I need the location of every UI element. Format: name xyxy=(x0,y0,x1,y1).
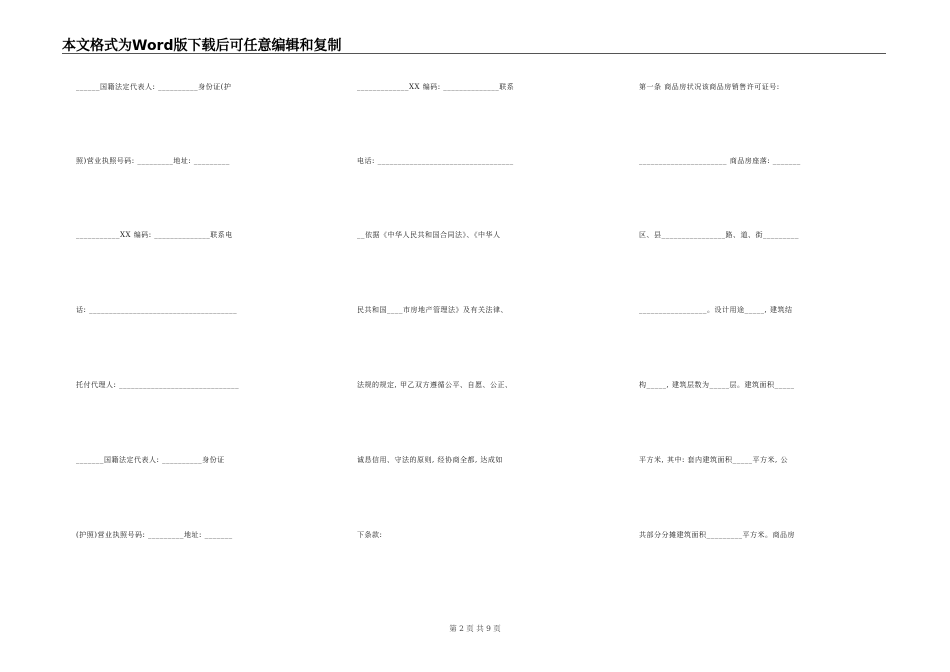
text-line: 构_____, 建筑层数为_____层。建筑面积_____ xyxy=(639,381,795,389)
document-header-title: 本文格式为Word版下载后可任意编辑和复制 xyxy=(62,38,342,54)
text-line: 话: _____________________________________ xyxy=(76,306,238,314)
text-line: 下条款: xyxy=(357,531,383,539)
text-line: (护照)营业执照号码: _________地址: _______ xyxy=(76,531,233,539)
text-line: 第一条 商品房状况该商品房销售许可证号: xyxy=(639,83,780,91)
text-line: 区、县________________路、道、街_________ xyxy=(639,231,799,239)
text-line: 民共和国____市房地产管理法》及有关法律、 xyxy=(357,306,508,314)
text-line: 共部分分摊建筑面积_________平方米。商品房 xyxy=(639,531,795,539)
text-line: 诚恳信用、守法的原则, 经协商全都, 达成如 xyxy=(357,456,503,464)
text-line: ______________________ 商品房座落: _______ xyxy=(639,157,801,165)
text-line: _________________。设计用途_____, 建筑结 xyxy=(639,306,793,314)
text-line: 照)营业执照号码: _________地址: _________ xyxy=(76,157,230,165)
text-line: ___________XX 编码: ______________联系电 xyxy=(76,231,233,239)
text-line: 电话: __________________________________ xyxy=(357,157,514,165)
text-line: _____________XX 编码: ______________联系 xyxy=(357,83,515,91)
text-line: 法规的规定, 甲乙双方遵循公平、自愿、公正、 xyxy=(357,381,513,389)
text-line: 托付代理人: ______________________________ xyxy=(76,381,240,389)
text-line: __依据《中华人民共和国合同法》、《中华人 xyxy=(357,231,501,239)
text-line: 平方米, 其中: 套内建筑面积_____平方米, 公 xyxy=(639,456,788,464)
text-line: _______国籍法定代表人: __________身份证 xyxy=(76,456,225,464)
page-number: 第 2 页 共 9 页 xyxy=(449,624,501,633)
text-line: ______国籍法定代表人: __________身份证(护 xyxy=(76,83,232,91)
header-divider xyxy=(62,53,886,54)
